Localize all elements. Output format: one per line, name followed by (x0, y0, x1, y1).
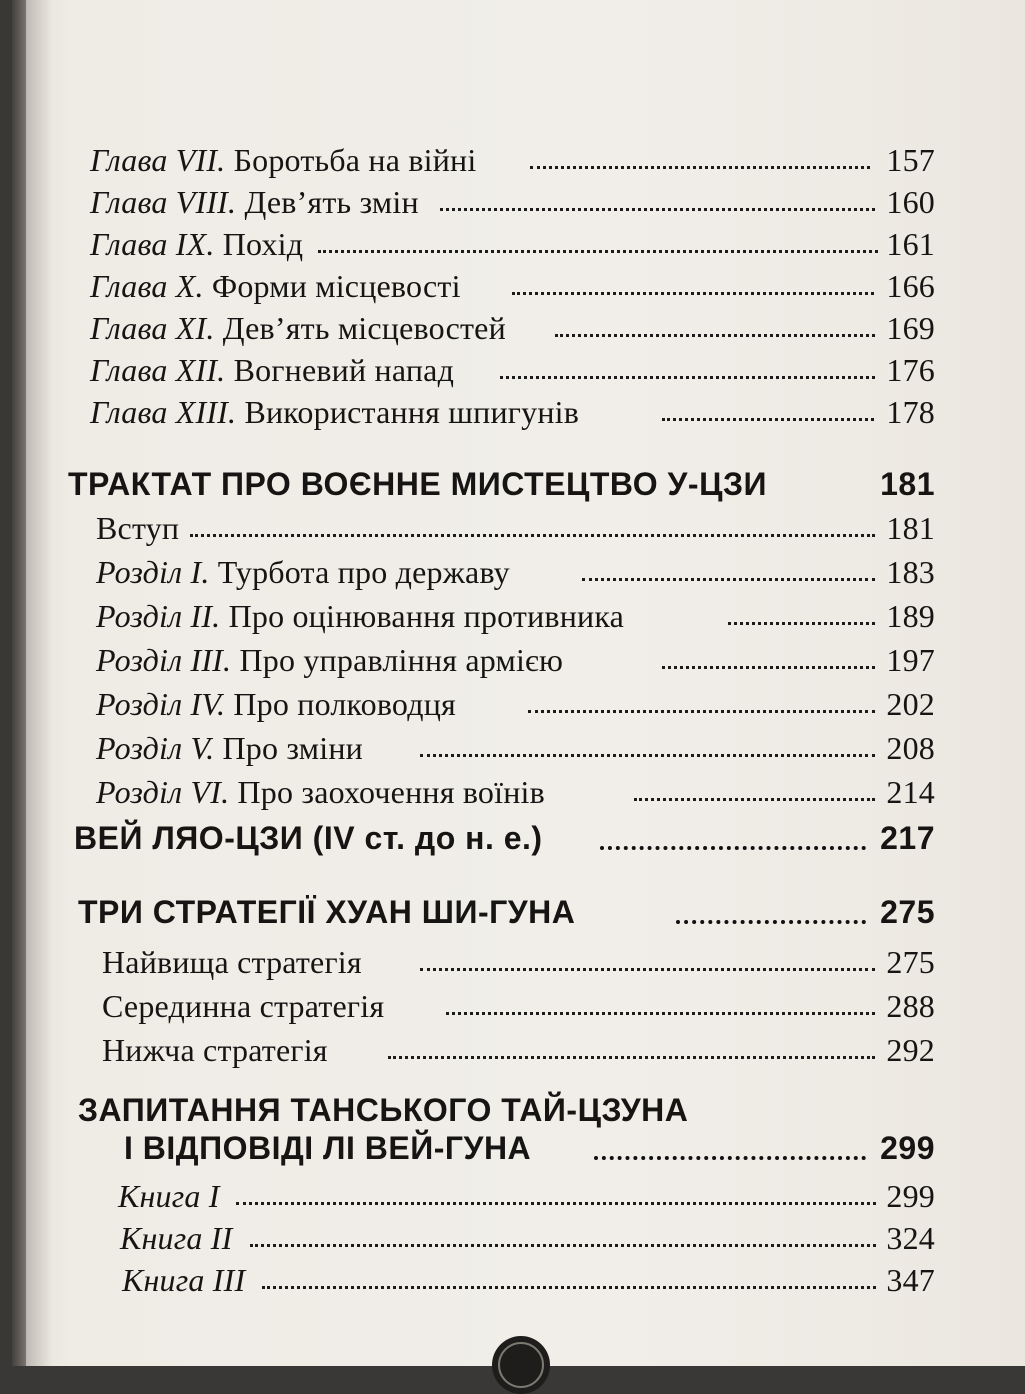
dot-leader (600, 846, 866, 850)
toc-entry-label (96, 776, 545, 808)
dot-leader (634, 798, 875, 801)
toc-entry-label (90, 186, 419, 218)
ornament-ring (498, 1342, 544, 1388)
toc-entry (0, 1034, 1025, 1074)
toc-entry-title: Боротьба на війні (233, 142, 477, 178)
toc-entry-prefix: Розділ IV. (96, 686, 226, 722)
toc-entry-label (118, 1180, 220, 1212)
toc-entry-page: 288 (886, 988, 935, 1024)
dot-leader (318, 250, 878, 253)
toc-entry-page: 202 (886, 686, 935, 722)
toc-section-page: 275 (880, 894, 935, 930)
toc-entry-page: 183 (886, 554, 935, 590)
dot-leader (582, 578, 875, 581)
toc-entry-title: Про управління армією (239, 642, 564, 678)
toc-entry (0, 776, 1025, 816)
toc-entry-label (120, 1222, 233, 1254)
toc-entry-title: Похід (222, 226, 304, 262)
dot-leader (594, 1156, 866, 1160)
toc-entry-page: 176 (886, 352, 935, 388)
toc-entry-page: 178 (886, 394, 935, 430)
toc-entry-label (96, 688, 456, 720)
toc-entry-prefix: Глава VIII. (90, 184, 237, 220)
toc-entry (0, 732, 1025, 772)
toc-section-page: 299 (880, 1130, 935, 1166)
toc-entry-page: 275 (886, 944, 935, 980)
toc-entry (0, 144, 1025, 184)
toc-section-page: 181 (880, 466, 935, 502)
toc-entry-prefix: Глава XIII. (90, 394, 237, 430)
toc-entry (0, 600, 1025, 640)
toc-entry-title: Серединна стратегія (102, 988, 385, 1024)
dot-leader (530, 166, 870, 169)
dot-leader (250, 1244, 876, 1247)
toc-entry-prefix: Розділ VI. (96, 774, 230, 810)
dot-leader (662, 418, 874, 421)
dot-leader (528, 710, 875, 713)
toc-entry-title: Про оцінювання противника (228, 598, 625, 634)
toc-entry-page: 160 (886, 184, 935, 220)
toc-entry (0, 270, 1025, 310)
toc-entry-page: 299 (886, 1178, 935, 1214)
toc-entry (0, 990, 1025, 1030)
toc-section-title: ВЕЙ ЛЯО-ЦЗИ (IV ст. до н. е.) (74, 820, 543, 856)
toc-entry-prefix: Книга I (118, 1178, 220, 1214)
dot-leader (420, 754, 875, 757)
dot-leader (420, 968, 875, 971)
toc-entry-prefix: Книга II (120, 1220, 233, 1256)
dot-leader (440, 208, 875, 211)
toc-entry-prefix: Книга III (122, 1262, 246, 1298)
toc-section-heading (0, 468, 1025, 508)
toc-section-heading (0, 822, 1025, 862)
dot-leader (512, 292, 874, 295)
toc-entry-page: 157 (886, 142, 935, 178)
toc-entry (0, 512, 1025, 552)
toc-entry-label (90, 396, 579, 428)
toc-entry (0, 396, 1025, 436)
toc-entry-title: Нижча стратегія (102, 1032, 328, 1068)
toc-entry-page: 189 (886, 598, 935, 634)
toc-entry (0, 644, 1025, 684)
toc-section-heading (0, 1094, 1025, 1134)
toc-entry (0, 228, 1025, 268)
toc-section-heading (0, 1132, 1025, 1172)
toc-section-title: ЗАПИТАННЯ ТАНСЬКОГО ТАЙ-ЦЗУНА (78, 1092, 689, 1128)
toc-entry-title: Вступ (96, 510, 180, 546)
toc-entry-prefix: Глава X. (90, 268, 204, 304)
toc-entry (0, 1264, 1025, 1304)
toc-entry (0, 1222, 1025, 1262)
dot-leader (500, 376, 875, 379)
toc-entry-label (96, 556, 510, 588)
toc-section-title: ТРАКТАТ ПРО ВОЄННЕ МИСТЕЦТВО У-ЦЗИ (68, 466, 767, 502)
toc-entry-title: Вогневий напад (233, 352, 455, 388)
toc-entry-title: Використання шпигунів (244, 394, 580, 430)
toc-section-heading (0, 896, 1025, 936)
dot-leader (728, 622, 875, 625)
toc-entry-label (90, 312, 506, 344)
toc-entry-title: Форми місцевості (211, 268, 461, 304)
toc-section-title: ТРИ СТРАТЕГІЇ ХУАН ШИ-ГУНА (78, 894, 576, 930)
toc-entry (0, 186, 1025, 226)
toc-entry-title: Про зміни (222, 730, 363, 766)
dot-leader (236, 1202, 876, 1205)
toc-entry-title: Дев’ять місцевостей (222, 310, 506, 346)
toc-entry-prefix: Розділ III. (96, 642, 232, 678)
dot-leader (446, 1012, 875, 1015)
toc-entry-title: Турбота про державу (217, 554, 510, 590)
toc-section-page: 217 (880, 820, 935, 856)
toc-entry (0, 556, 1025, 596)
toc-entry-prefix: Розділ I. (96, 554, 210, 590)
toc-entry-prefix: Розділ V. (96, 730, 215, 766)
toc-entry-label (122, 1264, 245, 1296)
page-ornament (492, 1336, 550, 1394)
toc-section-title: І ВІДПОВІДІ ЛІ ВЕЙ-ГУНА (124, 1130, 532, 1166)
toc-entry-label (96, 732, 363, 764)
toc-entry-page: 166 (886, 268, 935, 304)
toc-entry-label (96, 644, 563, 676)
toc-entry-page: 197 (886, 642, 935, 678)
toc-entry (0, 946, 1025, 986)
toc-entry-page: 324 (886, 1220, 935, 1256)
toc-entry-prefix: Глава XI. (90, 310, 215, 346)
dot-leader (262, 1286, 876, 1289)
dot-leader (190, 534, 875, 537)
toc-entry-page: 181 (886, 510, 935, 546)
toc-entry-page: 169 (886, 310, 935, 346)
dot-leader (662, 666, 875, 669)
toc-entry-label (90, 144, 476, 176)
toc-entry-page: 347 (886, 1262, 935, 1298)
toc-entry (0, 312, 1025, 352)
toc-entry-title: Найвища стратегія (102, 944, 362, 980)
toc-entry-title: Дев’ять змін (244, 184, 419, 220)
toc-entry-label (90, 270, 461, 302)
toc-entry-title: Про полководця (233, 686, 456, 722)
toc-entry (0, 354, 1025, 394)
dot-leader (388, 1056, 875, 1059)
dot-leader (555, 334, 875, 337)
toc-entry (0, 688, 1025, 728)
toc-entry-label (96, 600, 624, 632)
toc-entry-label (90, 228, 303, 260)
toc-entry-prefix: Глава XII. (90, 352, 226, 388)
toc-entry-page: 208 (886, 730, 935, 766)
toc-entry-page: 161 (886, 226, 935, 262)
toc-entry-page: 292 (886, 1032, 935, 1068)
toc-entry-prefix: Глава VII. (90, 142, 226, 178)
dot-leader (676, 920, 866, 924)
toc-entry-label (90, 354, 454, 386)
toc-entry (0, 1180, 1025, 1220)
toc-entry-title: Про заохочення воїнів (237, 774, 545, 810)
toc-entry-page: 214 (886, 774, 935, 810)
toc-entry-prefix: Глава IX. (90, 226, 215, 262)
toc-entry-prefix: Розділ II. (96, 598, 221, 634)
